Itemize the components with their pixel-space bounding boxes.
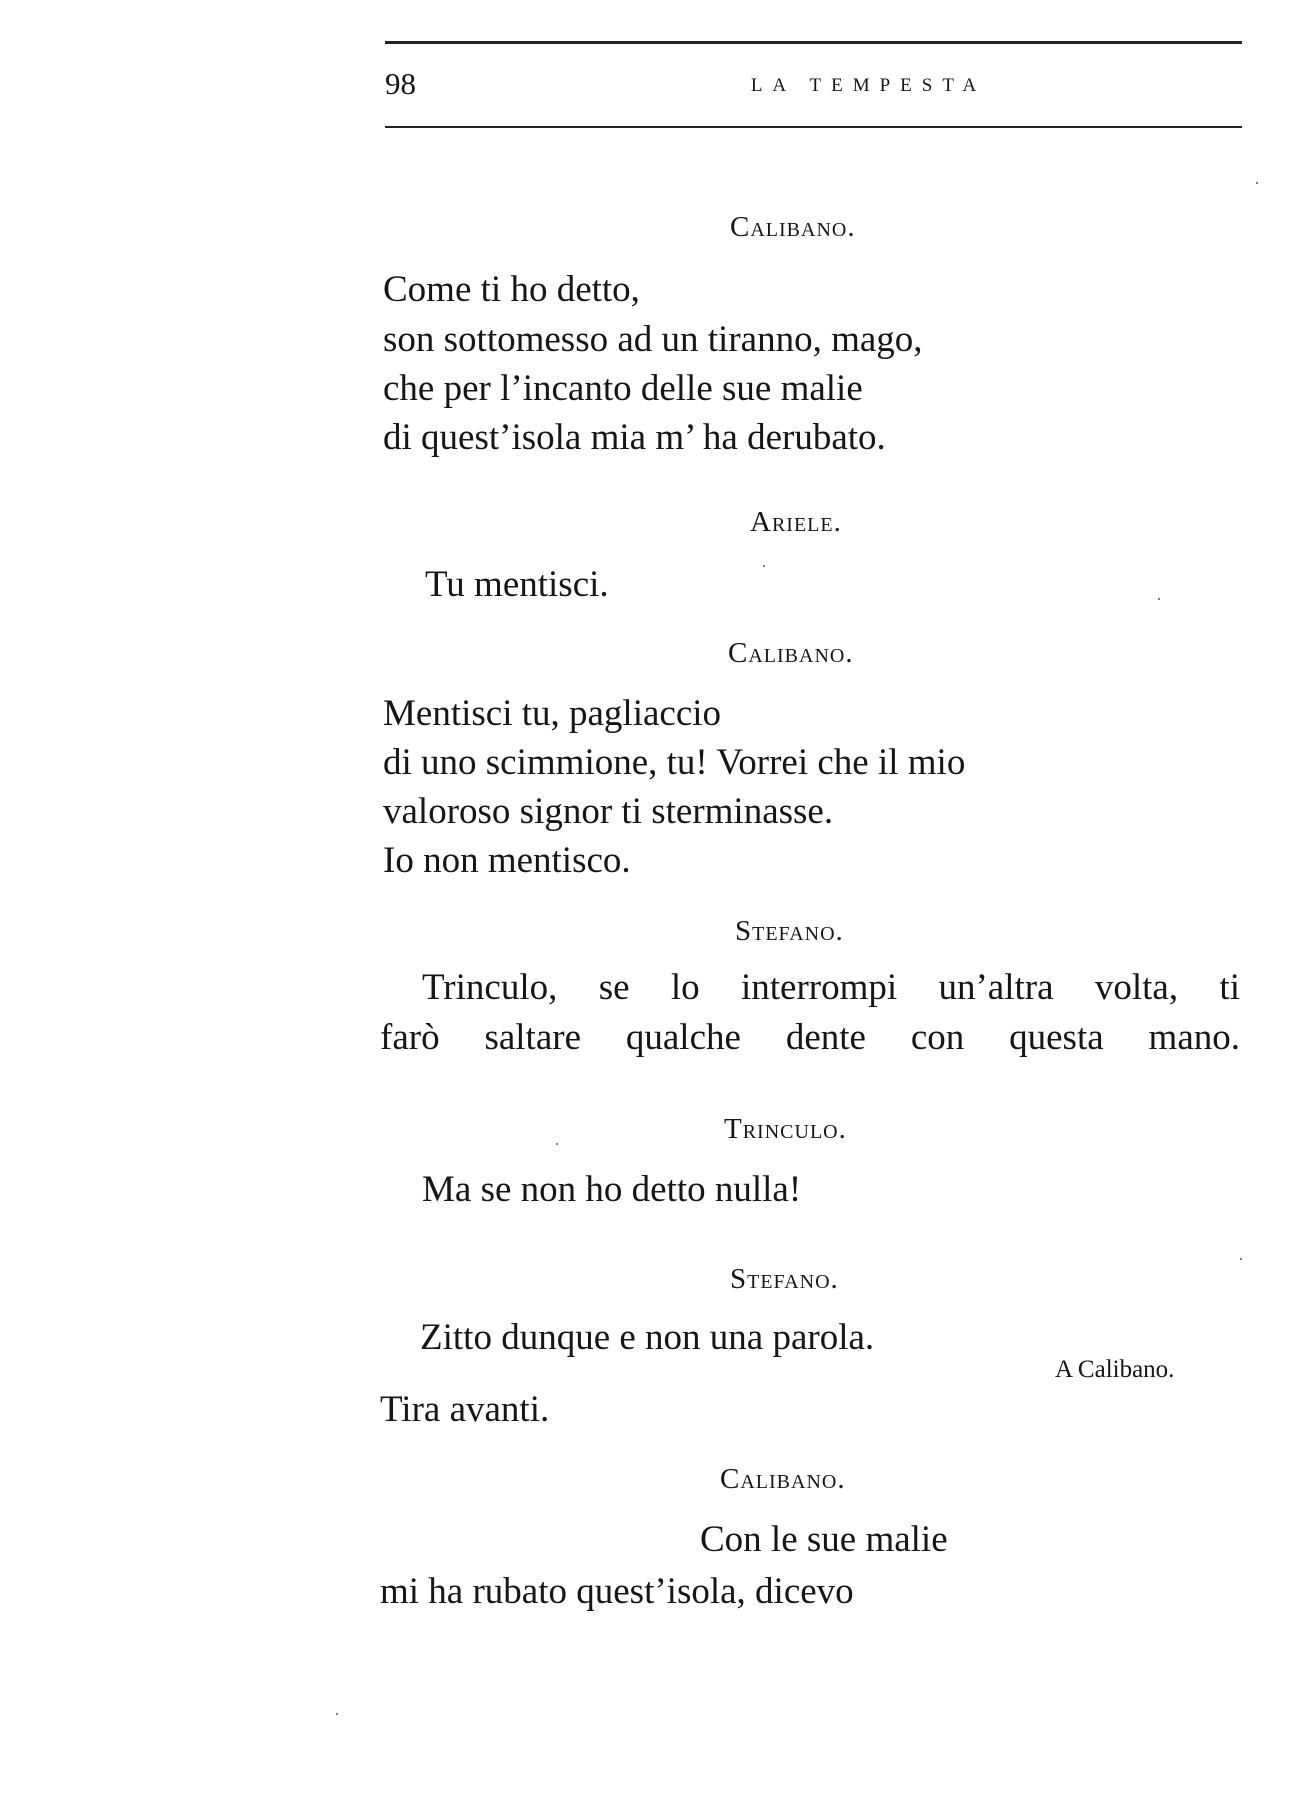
speaker-name: Calibano. — [730, 211, 856, 243]
speaker-name: Ariele. — [750, 506, 842, 538]
verse-line: Zitto dunque e non una parola. — [420, 1317, 875, 1358]
header-bottom-rule — [385, 126, 1242, 128]
verse-line: di uno scimmione, tu! Vorrei che il mio — [383, 742, 966, 783]
speaker-name: Calibano. — [720, 1463, 846, 1495]
paper-speck — [1256, 182, 1258, 184]
paper-speck — [1158, 598, 1160, 600]
speaker-name: Stefano. — [730, 1263, 839, 1295]
speaker-name: Stefano. — [735, 915, 844, 947]
verse-line: mi ha rubato quest’isola, dicevo — [380, 1571, 854, 1612]
verse-line: di quest’isola mia m’ ha derubato. — [383, 417, 886, 458]
verse-line: Come ti ho detto, — [383, 269, 640, 310]
verse-line: valoroso signor ti sterminasse. — [383, 791, 834, 832]
speaker-name: Calibano. — [728, 637, 854, 669]
verse-line: Tira avanti. — [380, 1389, 550, 1430]
stage-direction: A Calibano. — [1055, 1356, 1175, 1383]
page-number: 98 — [385, 66, 416, 101]
verse-line: Io non mentisco. — [383, 840, 631, 881]
verse-line: Mentisci tu, pagliaccio — [383, 693, 722, 734]
verse-line: Con le sue malie — [700, 1519, 948, 1560]
paper-speck — [763, 565, 765, 567]
paper-speck — [336, 1713, 338, 1715]
paper-speck — [556, 1143, 558, 1145]
verse-line: son sottomesso ad un tiranno, mago, — [383, 319, 923, 360]
running-title: LA TEMPESTA — [750, 75, 987, 96]
verse-line: che per l’incanto delle sue malie — [383, 368, 863, 409]
speaker-name: Trinculo. — [724, 1113, 847, 1145]
paper-speck — [1240, 1258, 1242, 1260]
verse-line: Tu mentisci. — [425, 564, 609, 605]
prose-line: farò saltare qualche dente con questa mano. — [380, 1017, 1240, 1058]
verse-line: Ma se non ho detto nulla! — [422, 1169, 802, 1210]
prose-line: Trinculo, se lo interrompi un’altra volta, ti — [422, 967, 1240, 1008]
header-top-rule — [385, 41, 1242, 44]
page-header — [385, 60, 1242, 110]
